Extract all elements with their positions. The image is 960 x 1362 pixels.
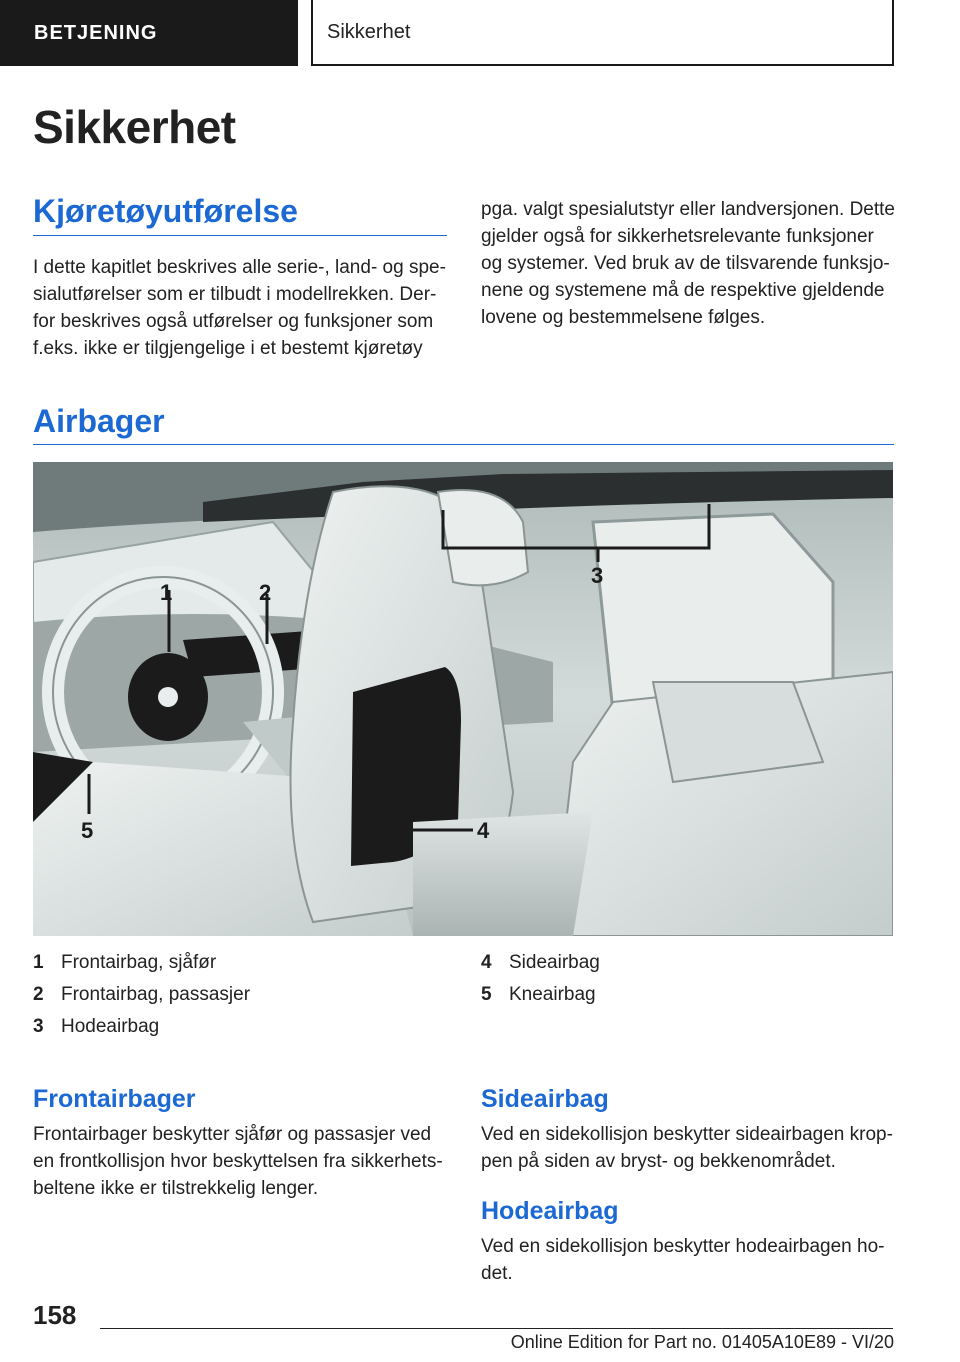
airbags-heading: Airbager [33, 403, 165, 439]
legend-label: Kneairbag [509, 984, 596, 1005]
airbag-illustration [33, 462, 893, 936]
front-airbags-heading: Frontairbager [33, 1085, 196, 1113]
text-line: og systemer. Ved bruk av de tilsvarende funksjo- [481, 253, 890, 274]
text-line: pen på siden av bryst- og bekkenområdet. [481, 1151, 836, 1172]
legend-label: Hodeairbag [61, 1016, 160, 1037]
legend-number: 4 [481, 952, 492, 973]
legend-item [481, 984, 596, 1006]
car-interior-drawing [33, 462, 893, 936]
text-line: pga. valgt spesialutstyr eller landversjonen. Dette [481, 199, 896, 220]
legend-number: 1 [33, 952, 44, 973]
front-airbags-text [33, 1121, 443, 1202]
legend-item [481, 952, 600, 974]
legend-item [33, 952, 216, 974]
text-line: Ved en sidekollisjon beskytter sideairbagen krop- [481, 1124, 893, 1145]
legend-label: Sideairbag [509, 952, 600, 973]
callout-2: 2 [259, 580, 272, 605]
text-line: en frontkollisjon hvor beskyttelsen fra sikkerhets- [33, 1151, 443, 1172]
text-line: f.eks. ikke er tilgjengelige i et bestemt kjøretøy [33, 338, 423, 359]
legend-number: 2 [33, 984, 44, 1005]
legend-item [33, 1016, 159, 1038]
chapter-label: Sikkerhet [327, 20, 411, 43]
text-line: Ved en sidekollisjon beskytter hodeairbagen ho- [481, 1236, 885, 1257]
head-airbag-text [481, 1233, 885, 1287]
chapter-tab [311, 0, 894, 66]
page-number: 158 [33, 1300, 77, 1330]
head-airbag-heading: Hodeairbag [481, 1197, 619, 1225]
callout-5: 5 [81, 818, 94, 843]
side-airbag-heading: Sideairbag [481, 1085, 609, 1113]
vehicle-design-col2 [481, 196, 895, 331]
text-line: sialutførelser som er tilbudt i modellrekken. Der- [33, 284, 437, 305]
page-title: Sikkerhet [33, 101, 236, 153]
footer-edition: Online Edition for Part no. 01405A10E89 - VI/20 [510, 1332, 894, 1352]
legend-item [33, 984, 250, 1006]
text-line: Frontairbager beskytter sjåfør og passasjer ved [33, 1124, 432, 1145]
legend-number: 3 [33, 1016, 44, 1037]
side-airbag-text [481, 1121, 893, 1175]
legend-label: Frontairbag, sjåfør [61, 952, 217, 973]
vehicle-design-col1 [33, 254, 446, 362]
legend-label: Frontairbag, passasjer [61, 984, 251, 1005]
callout-3: 3 [591, 563, 604, 588]
text-line: nene og systemene må de respektive gjeldende [481, 280, 885, 301]
callout-4: 4 [477, 818, 490, 843]
section-tab [0, 0, 298, 66]
text-line: for beskrives også utførelser og funksjoner som [33, 311, 434, 332]
text-line: beltene ikke er tilstrekkelig lenger. [33, 1178, 319, 1199]
vehicle-design-rule [33, 235, 447, 236]
vehicle-design-heading: Kjøretøyutførelse [33, 193, 298, 229]
airbags-rule [33, 444, 894, 445]
callout-1: 1 [160, 580, 173, 605]
legend-number: 5 [481, 984, 492, 1005]
text-line: gjelder også for sikkerhetsrelevante funksjoner [481, 226, 874, 247]
section-label: BETJENING [34, 21, 158, 44]
text-line: lovene og bestemmelsene følges. [481, 307, 766, 328]
footer-rule [100, 1328, 893, 1329]
text-line: I dette kapitlet beskrives alle serie-, land- og spe- [33, 257, 446, 278]
text-line: det. [481, 1263, 513, 1284]
